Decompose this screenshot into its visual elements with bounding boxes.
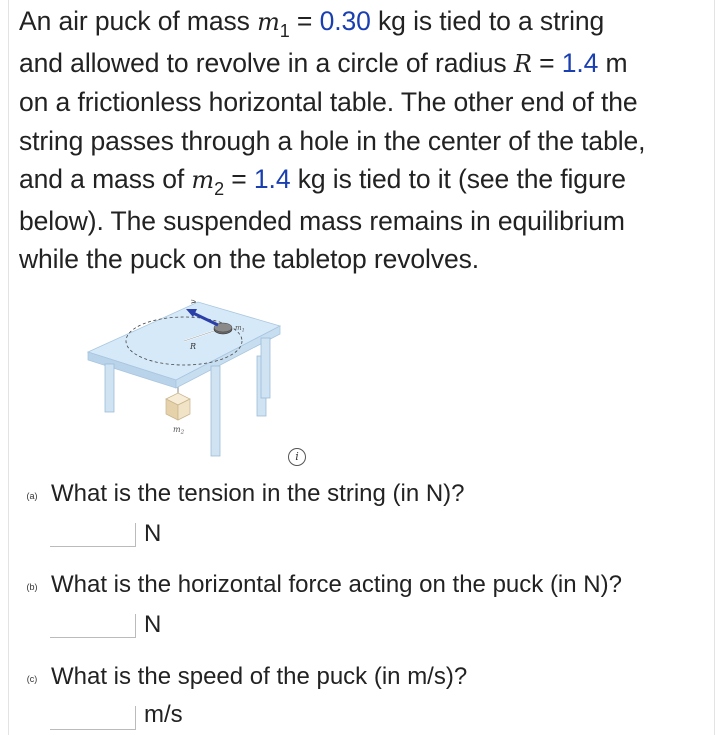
info-icon[interactable]: i: [288, 448, 306, 466]
equals-sign: =: [531, 47, 562, 78]
problem-line-7: while the puck on the tabletop revolves.: [19, 244, 480, 274]
m1-subscript: 1: [279, 21, 290, 41]
r-symbol: R: [513, 49, 532, 78]
table-leg-front-left: [105, 364, 114, 412]
part-a-question: What is the tension in the string (in N)?: [51, 480, 465, 507]
r-value: 1.4: [561, 47, 599, 78]
problem-line-1: [19, 2, 717, 44]
m2-value: 1.4: [253, 164, 291, 194]
problem-line-3: on a frictionless horizontal table. The other end of the: [19, 87, 638, 117]
part-b-question: What is the horizontal force acting on the puck (in N)?: [51, 571, 622, 598]
part-c-question: What is the speed of the puck (in m/s)?: [51, 663, 468, 690]
part-c-label: (c): [26, 674, 38, 684]
m2-symbol: m: [191, 166, 215, 194]
part-c-answer-input[interactable]: [50, 706, 136, 730]
equals-sign: =: [224, 164, 254, 194]
equals-sign: =: [289, 6, 320, 36]
v-label: v: [189, 299, 198, 304]
part-b-label: (b): [26, 582, 38, 592]
text-segment: and allowed to revolve in a circle of radius: [19, 47, 514, 78]
problem-line-5: [19, 160, 717, 202]
m2-subscript: 2: [214, 179, 225, 199]
table-leg-right: [261, 338, 270, 398]
part-b-answer-input[interactable]: [50, 614, 136, 638]
text-segment: m: [598, 47, 628, 78]
part-b-unit: N: [144, 611, 162, 638]
problem-line-6: below). The suspended mass remains in equilibrium: [19, 205, 625, 236]
part-a-answer-input[interactable]: [50, 523, 136, 547]
part-a-label: (a): [26, 491, 38, 501]
table-figure: [80, 292, 320, 472]
m1-value: 0.30: [319, 6, 371, 36]
text-segment: An air puck of mass: [19, 6, 258, 36]
text-segment: kg is tied to it (see the figure: [290, 164, 626, 194]
m1-symbol: m: [257, 8, 280, 36]
problem-line-2: [19, 44, 717, 84]
part-c-unit: m/s: [144, 701, 183, 728]
text-segment: and a mass of: [19, 164, 192, 194]
text-segment: kg is tied to a string: [370, 6, 605, 36]
r-label: R: [190, 342, 197, 351]
m2-label: m2: [173, 425, 185, 436]
part-a-unit: N: [144, 520, 162, 547]
problem-statement: [19, 2, 717, 279]
table-leg-front-center: [211, 366, 220, 456]
m1-label: $m_1$: [235, 324, 245, 334]
hanging-mass-block: [166, 393, 190, 420]
problem-line-4: string passes through a hole in the center of the table,: [19, 125, 646, 156]
